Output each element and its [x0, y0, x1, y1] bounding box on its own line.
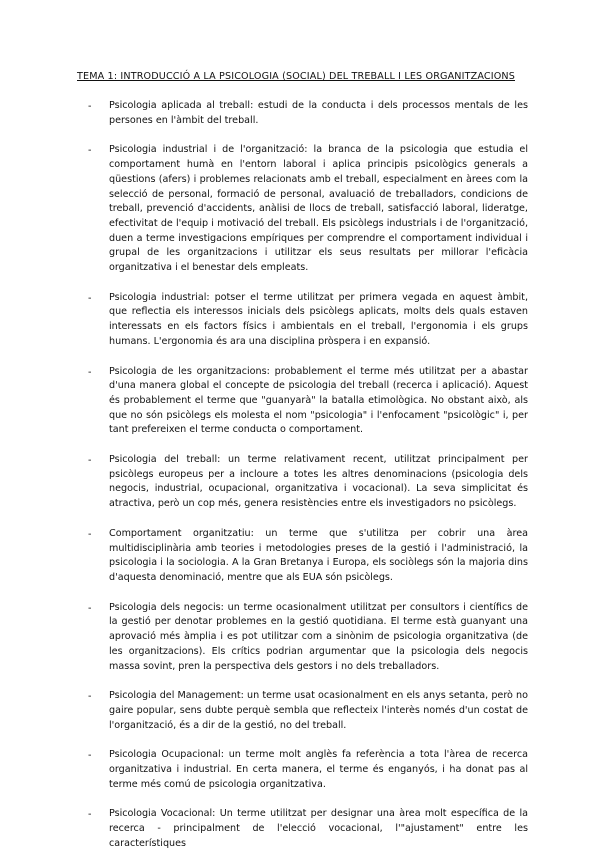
list-item — [88, 601, 528, 675]
list-item — [88, 807, 528, 851]
bullet: - — [88, 602, 92, 614]
list-item — [88, 291, 528, 350]
item-text: Psicologia Vocacional: Un terme utilitzat per designar una àrea molt específica de la recerca - principalment de l'elecció vocacional, l'"ajustament" entre les característiques — [109, 808, 528, 849]
definition-list — [88, 99, 528, 852]
bullet: - — [88, 809, 92, 821]
bullet: - — [88, 691, 92, 703]
list-item — [88, 689, 528, 733]
item-text: Psicologia de les organitzacions: probablement el terme més utilitzat per a abastar d'una manera global el concepte de psicologia del treball (recerca i aplicació). Aquest és probablement el terme que "guanyarà" la batalla etimològica. No obstant això, als que no són psicòlegs els molesta el nom "psicologia" i l'enfocament "psicològic" i, per tant prefereixen el terme conducta o comportament. — [109, 365, 528, 436]
item-text: Psicologia del treball: un terme relativament recent, utilitzat principalment per psicòlegs europeus per a incloure a totes les altres denominacions (psicologia dels negocis, industrial, ocupacional, organitzativa i vocacional). La seva simplicitat és atractiva, però un cop més, genera resistències entre els investigadors no psicòlegs. — [109, 454, 528, 510]
bullet: - — [88, 455, 92, 467]
item-text: Psicologia industrial i de l'organització: la branca de la psicologia que estudia el comportament humà en l'entorn laboral i aplica principis psicològics generals a qüestions (afers) i problemes relacionats amb el treball, especialment en àrees com la selecció de personal, formació de personal, avaluació de treballadors, condicions de treball, prevenció d'accidents, anàlisi de llocs de treball, satisfacció laboral, lideratge, efectivitat de l'equip i motivació del treball. Els psicòlegs industrials i de l'organització, duen a terme investigacions empíriques per comprendre el comportament individual i grupal de les organitzacions i utilitzar els seus resultats per millorar l'eficàcia organitzativa i el benestar dels empleats. — [109, 144, 528, 274]
bullet: - — [88, 750, 92, 762]
item-text: Comportament organitzatiu: un terme que s'utilitza per cobrir una àrea multidisciplinària amb teories i metodologies preses de la gestió i l'administració, la psicologia i la sociologia. A la Gran Bretanya i Europa, els sociòlegs són la majoria dins d'aquesta denominació, mentre que als EUA són psicòlegs. — [109, 527, 528, 583]
document-title: TEMA 1: INTRODUCCIÓ A LA PSICOLOGIA (SOCIAL) DEL TREBALL I LES ORGANITZACIONS — [77, 71, 515, 82]
list-item — [88, 748, 528, 792]
bullet: - — [88, 101, 92, 112]
list-item — [88, 527, 528, 586]
item-text: Psicologia del Management: un terme usat ocasionalment en els anys setanta, però no gaire popular, sens dubte perquè sembla que reflecteix l'interès només d'un costat de l'organització, és a dir de la gestió, no del treball. — [109, 690, 528, 731]
item-text: Psicologia industrial: potser el terme utilitzat per primera vegada en aquest àmbit, que reflectia els interessos inicials dels psicòlegs aplicats, molts dels quals estaven interessats en els factors físics i ambientals en el treball, l'ergonomia i els grups humans. L'ergonomia és ara una disciplina pròspera i en expansió. — [109, 291, 528, 347]
bullet: - — [88, 145, 92, 157]
list-item — [88, 453, 528, 512]
list-item — [88, 365, 528, 439]
bullet: - — [88, 292, 92, 304]
list-item — [88, 143, 528, 275]
list-item — [88, 99, 528, 128]
item-text: Psicologia aplicada al treball: estudi de la conducta i dels processos mentals de les persones en l'àmbit del treball. — [109, 100, 528, 126]
item-text: Psicologia dels negocis: un terme ocasionalment utilitzat per consultors i científics de la gestió per denotar problemes en la gestió quotidiana. El terme està guanyant una aprovació més àmplia i es pot utilitzar com a sinònim de psicologia organitzativa (de les organitzacions). Els crítics podrian argumentar que la psicologia dels negocis massa sovint, pren la perspectiva dels gestors i no dels treballadors. — [109, 601, 528, 672]
bullet: - — [88, 366, 92, 378]
bullet: - — [88, 528, 92, 540]
item-text: Psicologia Ocupacional: un terme molt anglès fa referència a tota l'àrea de recerca organitzativa i industrial. En certa manera, el terme és enganyós, i ha donat pas al terme més comú de psicologia organitzativa. — [109, 749, 528, 790]
